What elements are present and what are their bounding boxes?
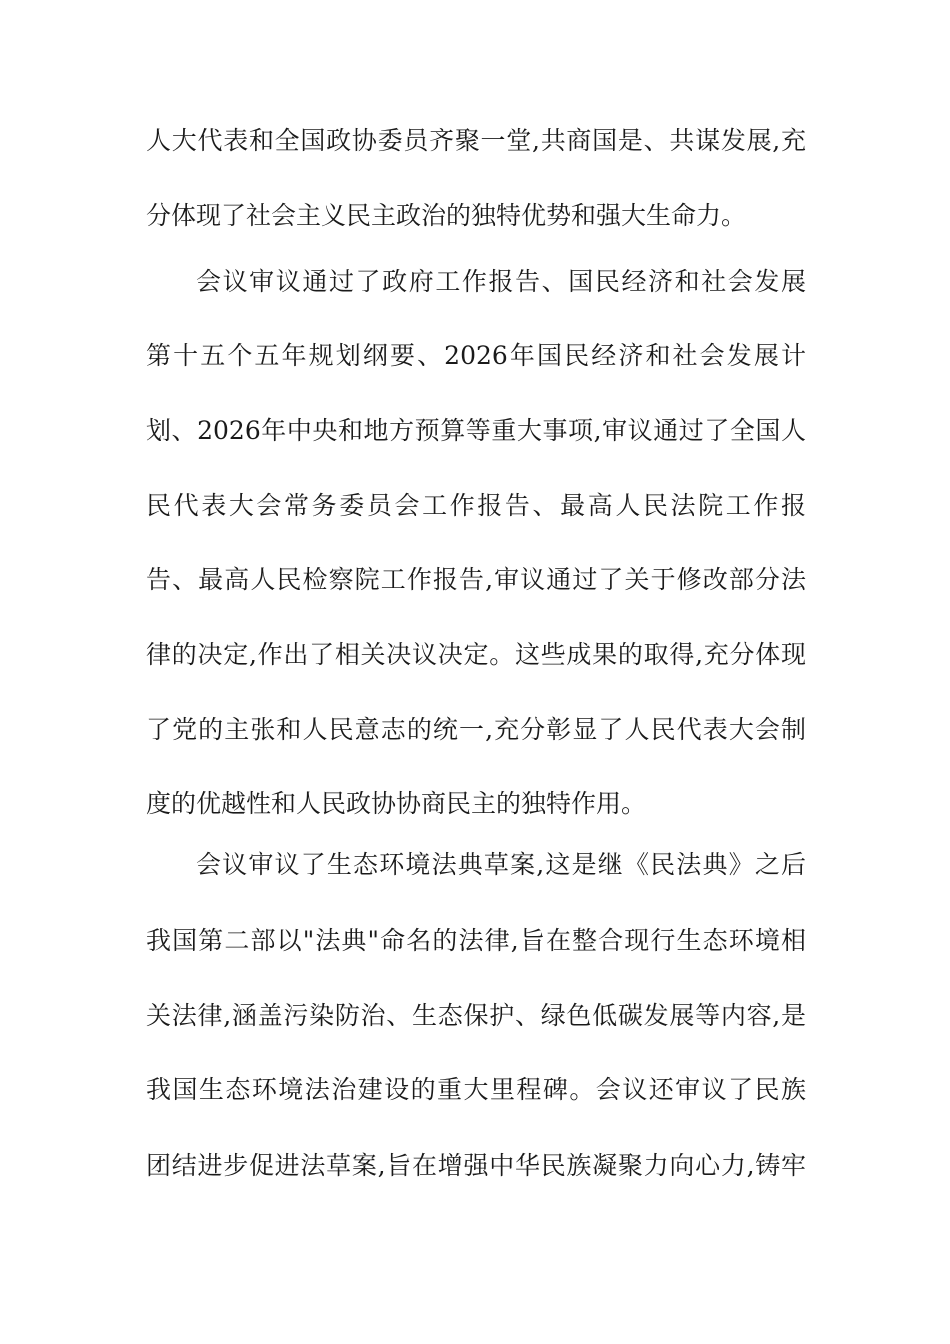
body-text-line: 团结进步促进法草案,旨在增强中华民族凝聚力向心力,铸牢 xyxy=(146,1151,806,1180)
body-text-line: 划、2026年中央和地方预算等重大事项,审议通过了全国人 xyxy=(146,416,806,445)
body-text-line: 我国生态环境法治建设的重大里程碑。会议还审议了民族 xyxy=(146,1075,806,1104)
paragraph-first-line: 会议审议通过了政府工作报告、国民经济和社会发展 xyxy=(196,267,806,296)
body-text-line: 关法律,涵盖污染防治、生态保护、绿色低碳发展等内容,是 xyxy=(146,1001,806,1030)
body-text-line: 告、最高人民检察院工作报告,审议通过了关于修改部分法 xyxy=(146,565,806,594)
paragraph-first-line: 会议审议了生态环境法典草案,这是继《民法典》之后 xyxy=(196,850,806,879)
body-text-line: 人大代表和全国政协委员齐聚一堂,共商国是、共谋发展,充 xyxy=(146,126,806,155)
body-text-line: 了党的主张和人民意志的统一,充分彰显了人民代表大会制 xyxy=(146,715,806,744)
body-text-line: 第十五个五年规划纲要、2026年国民经济和社会发展计 xyxy=(146,341,806,370)
body-text-line: 度的优越性和人民政协协商民主的独特作用。 xyxy=(146,789,647,818)
body-text-line: 民代表大会常务委员会工作报告、最高人民法院工作报 xyxy=(146,491,806,520)
body-text-line: 我国第二部以"法典"命名的法律,旨在整合现行生态环境相 xyxy=(146,926,806,955)
body-text-line: 分体现了社会主义民主政治的独特优势和强大生命力。 xyxy=(146,201,747,230)
body-text-line: 律的决定,作出了相关决议决定。这些成果的取得,充分体现 xyxy=(146,640,806,669)
